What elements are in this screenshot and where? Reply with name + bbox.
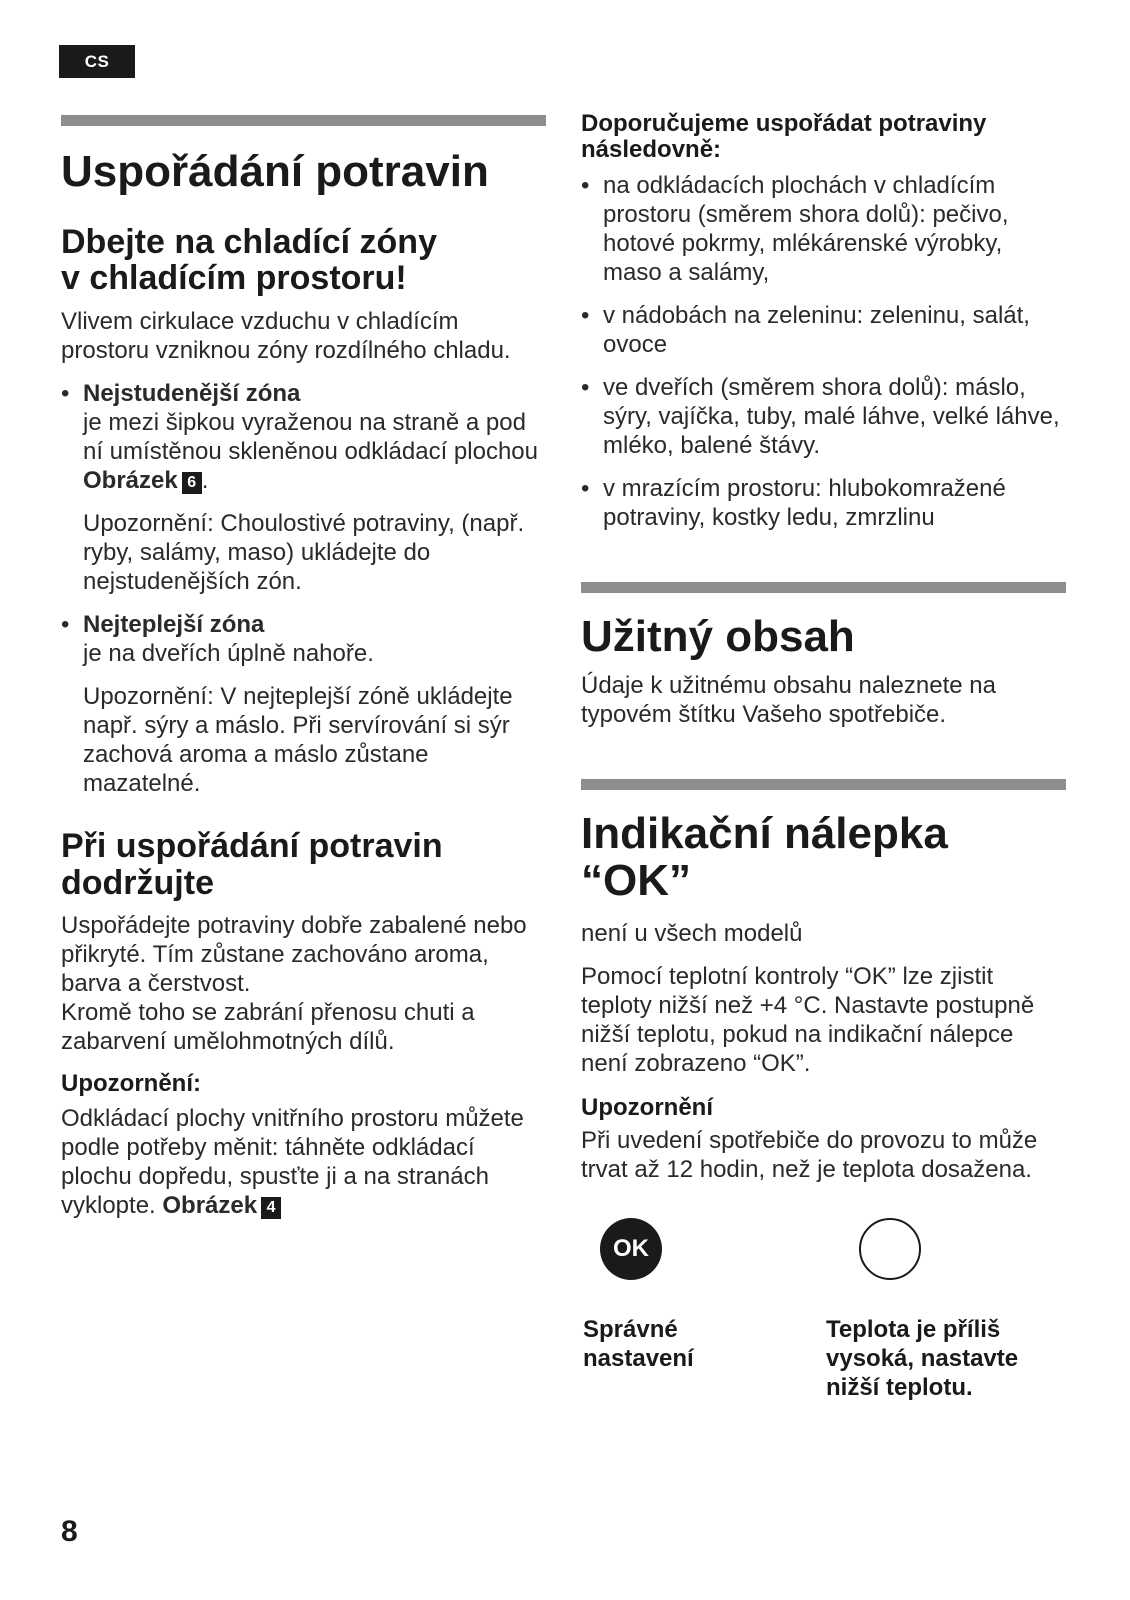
observe-title-line-2: dodržujte — [61, 863, 214, 902]
caption-correct-line-2: nastavení — [583, 1345, 694, 1372]
section-title-food-arrangement: Uspořádání potravin — [61, 147, 489, 196]
section-title-usable-capacity: Užitný obsah — [581, 612, 855, 661]
figure-number-badge-2: 4 — [261, 1197, 281, 1219]
shelves-note-label: Upozornění: — [61, 1070, 201, 1098]
ok-note-label: Upozornění — [581, 1093, 713, 1121]
right-column — [581, 110, 1066, 1184]
figure-number-badge: 6 — [182, 472, 202, 494]
caption-correct-line-1: Správné — [583, 1316, 678, 1343]
ok-symbol-text: OK — [613, 1235, 649, 1262]
section-title-observe — [61, 828, 546, 901]
section-rule — [581, 779, 1066, 790]
recommend-item-vegetable-drawer: • v nádobách na zeleninu: zeleninu, salát, ovoce — [581, 301, 1066, 359]
caption-too-warm — [826, 1315, 1018, 1402]
left-column — [61, 115, 546, 1220]
ok-title-line-1: Indikační nálepka — [581, 808, 948, 858]
zone-coldest-text: je mezi šipkou vyraženou na straně a pod ní umístěnou skleněnou odkládací plochou — [83, 408, 538, 465]
subtitle-line-2: v chladícím prostoru! — [61, 259, 407, 298]
observe-title-line-1: Při uspořádání potravin — [61, 826, 443, 865]
zone-coldest-text-end: . — [201, 466, 209, 494]
ok-symbol-correct — [600, 1218, 662, 1280]
caption-too-warm-line-1: Teplota je příliš — [826, 1316, 1001, 1343]
recommend-heading-line-2: následovně: — [581, 136, 722, 163]
intro-paragraph: Vlivem cirkulace vzduchu v chladícím prostoru vzniknou zóny rozdílného chladu. — [61, 307, 511, 364]
shelves-note-text — [61, 1104, 546, 1220]
subtitle-line-1: Dbejte na chladící zóny — [61, 222, 437, 261]
zone-warmest-label: Nejteplejší zóna — [83, 610, 265, 638]
recommend-item-door: • ve dveřích (směrem shora dolů): máslo, sýry, vajíčka, tuby, malé láhve, velké láhve, mléko, balené štávy. — [581, 373, 1066, 460]
section-rule — [61, 115, 546, 126]
subtitle-cooling-zones — [61, 224, 546, 297]
section-title-ok-sticker — [581, 810, 1066, 905]
caption-correct-setting — [583, 1315, 694, 1373]
section-rule — [581, 582, 1066, 593]
zone-warmest — [61, 610, 546, 668]
figure-reference-word: Obrázek — [83, 466, 178, 494]
caption-too-warm-line-2: vysoká, nastavte — [826, 1345, 1019, 1372]
recommend-item-freezer: • v mrazícím prostoru: hlubokomražené potraviny, kostky ledu, zmrzlinu — [581, 474, 1066, 532]
ok-note-text: Při uvedení spotřebiče do provozu to může trvat až 12 hodin, než je teplota dosažena. — [581, 1126, 1038, 1183]
shelves-note-body: Odkládací plochy vnitřního prostoru můžete podle potřeby měnit: táhněte odkládací plochu dopředu, spusťte ji a na stranách vyklopte. — [61, 1105, 524, 1220]
ok-title-line-2: “OK” — [581, 856, 691, 906]
zone-coldest-note: Upozornění: Choulostivé potraviny, (např. ryby, salámy, maso) ukládejte do nejstudenějších zón. — [83, 509, 525, 595]
ok-availability: není u všech modelů — [581, 919, 803, 947]
observe-paragraph-1: Uspořádejte potraviny dobře zabalené nebo přikryté. Tím zůstane zachováno aroma, barva a čerstvost. — [61, 912, 527, 998]
zone-coldest — [61, 379, 546, 495]
zone-list — [61, 379, 546, 495]
observe-paragraph-2: Kromě toho se zabrání přenosu chuti a zabarvení umělohmotných dílů. — [61, 999, 475, 1056]
ok-paragraph: Pomocí teplotní kontroly “OK” lze zjistit teploty nižší než +4 °C. Nastavte postupně nižší teplotu, pokud na indikační nálepce není zobrazeno “OK”. — [581, 962, 1035, 1077]
page-number: 8 — [61, 1515, 78, 1548]
recommend-list — [581, 171, 1066, 532]
language-badge: CS — [59, 45, 135, 78]
recommend-heading-line-1: Doporučujeme uspořádat potraviny — [581, 110, 987, 137]
zone-list-2 — [61, 610, 546, 668]
recommend-heading — [581, 111, 1066, 163]
zone-coldest-label: Nejstudenější zóna — [83, 379, 301, 407]
zone-warmest-note: Upozornění: V nejteplejší zóně ukládejte např. sýry a máslo. Při servírování si sýr zachová aroma a máslo zůstane mazatelné. — [83, 682, 513, 797]
figure-reference-word-2: Obrázek — [162, 1192, 258, 1220]
zone-warmest-text: je na dveřích úplně nahoře. — [83, 639, 374, 667]
caption-too-warm-line-3: nižší teplotu. — [826, 1374, 973, 1401]
ok-symbol-empty — [859, 1218, 921, 1280]
recommend-item-shelves: • na odkládacích plochách v chladícím prostoru (směrem shora dolů): pečivo, hotové pokrmy, mlékárenské výrobky, maso a salámy, — [581, 171, 1066, 287]
capacity-text: Údaje k užitnému obsahu naleznete na typovém štítku Vašeho spotřebiče. — [581, 671, 996, 728]
